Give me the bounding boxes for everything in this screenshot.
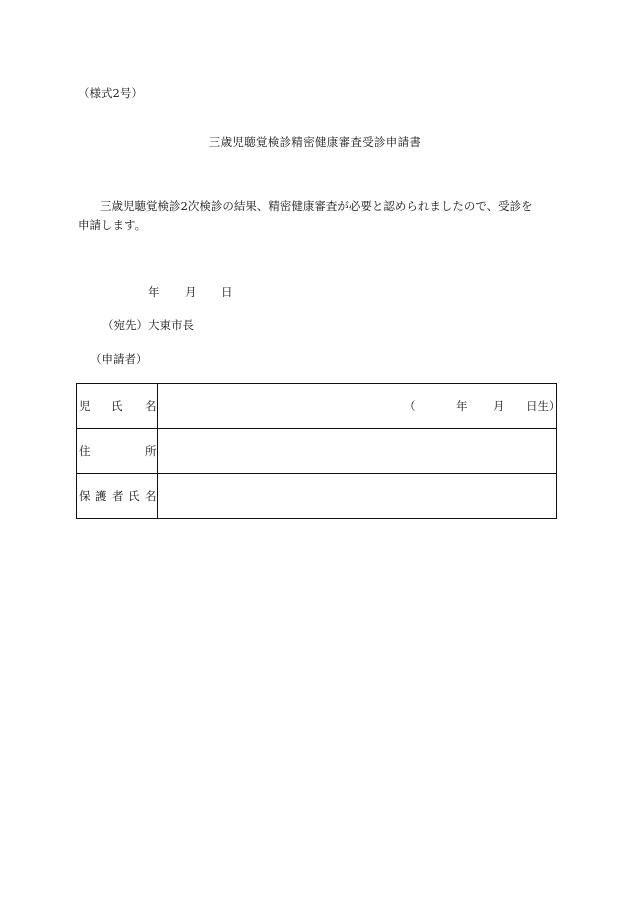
- document-title: 三歳児聴覚検診精密健康審査受診申請書: [208, 135, 422, 149]
- date-year-label: 年: [148, 285, 160, 299]
- birth-open-paren: （: [404, 399, 416, 413]
- date-line: [0, 284, 630, 300]
- applicant-label: （申請者）: [90, 352, 148, 366]
- guardian-name-field[interactable]: [158, 474, 557, 519]
- birth-month-label: 月: [493, 399, 505, 413]
- form-number: （様式2号）: [78, 86, 143, 100]
- body-text-line-2: 申請します。: [78, 218, 147, 232]
- table-row-address: [77, 429, 557, 474]
- address-label: 住 所: [77, 429, 158, 474]
- date-month-label: 月: [185, 285, 197, 299]
- date-day-label: 日: [221, 285, 233, 299]
- child-name-field[interactable]: [158, 384, 561, 429]
- application-form-table: [76, 383, 561, 519]
- guardian-name-label: 保 護 者 氏 名: [77, 474, 158, 519]
- body-text-line-1: 三歳児聴覚検診2次検診の結果、精密健康審査が必要と認められましたので、受診を: [100, 199, 533, 213]
- birth-day-label: 日生）: [526, 399, 561, 413]
- addressee: （宛先）大東市長: [102, 318, 194, 332]
- table-row-child-name: [77, 384, 557, 429]
- table-row-guardian: [77, 474, 557, 519]
- birth-year-label: 年: [456, 399, 468, 413]
- address-field[interactable]: [158, 429, 557, 474]
- child-name-label: 児 氏 名: [77, 384, 158, 429]
